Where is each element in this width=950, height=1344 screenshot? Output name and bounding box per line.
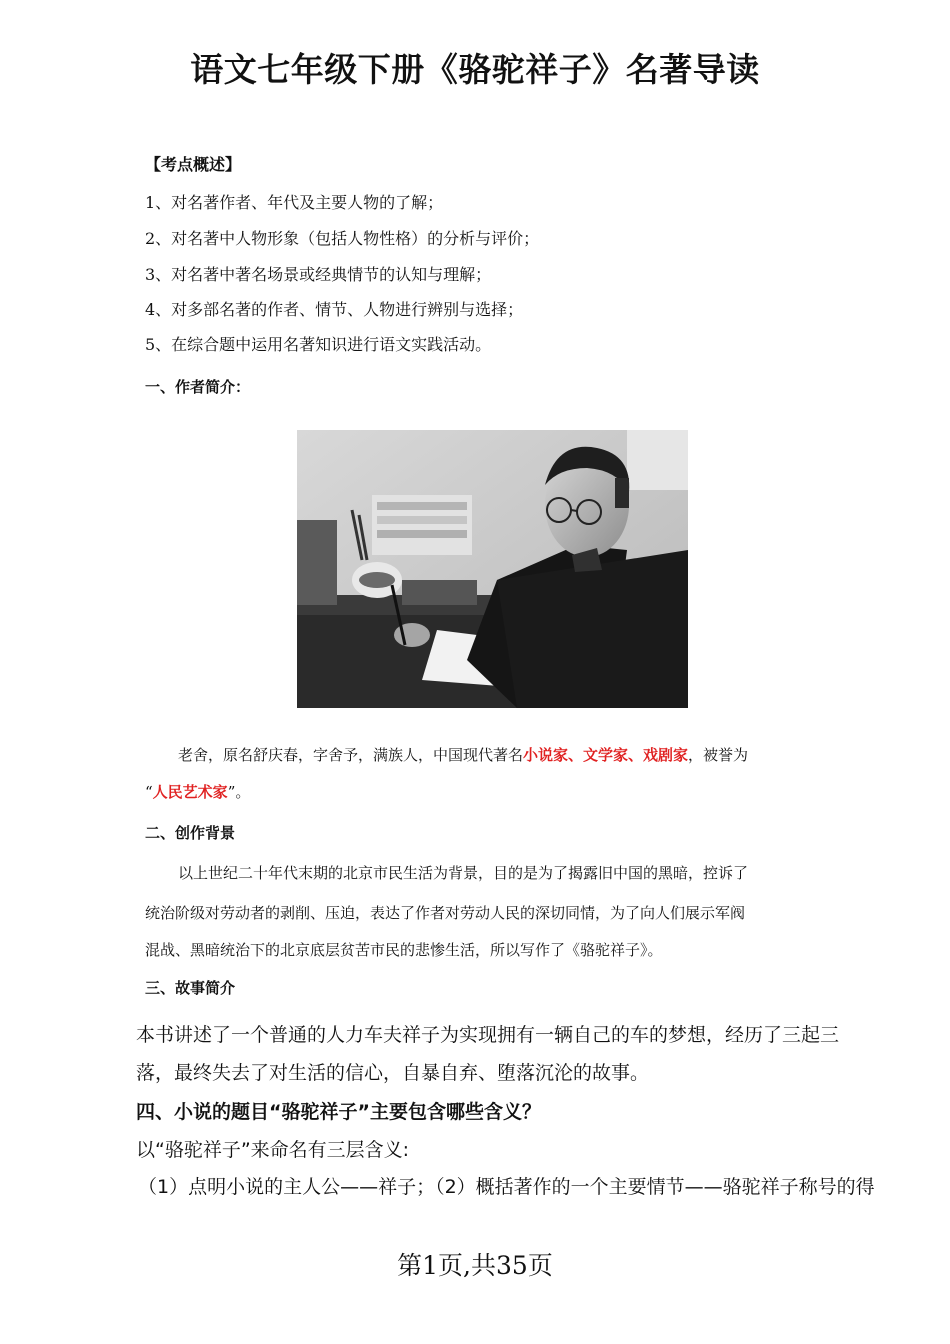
meaning-line: 以“骆驼祥子”来命名有三层含义: [136, 1139, 410, 1161]
honorific-highlight: 人民艺术家 [152, 783, 228, 801]
author-intro-text: 老舍，原名舒庆春，字舍予，满族人，中国现代著名 [178, 746, 524, 764]
author-intro-line1 [178, 744, 748, 765]
author-titles-highlight: 小说家、文学家、戏剧家 [523, 746, 689, 764]
story-line: 本书讲述了一个普通的人力车夫祥子为实现拥有一辆自己的车的梦想，经历了三起三 [136, 1024, 840, 1046]
story-heading: 三、故事简介 [145, 979, 236, 997]
kaodian-item: 5、在综合题中运用名著知识进行语文实践活动。 [145, 335, 492, 354]
kaodian-item: 3、对名著中著名场景或经典情节的认知与理解； [145, 265, 492, 284]
quote-mark: ”。 [227, 783, 251, 801]
meaning-line: （1）点明小说的主人公——祥子；（2）概括著作的一个主要情节——骆驼祥子称号的得 [138, 1176, 875, 1198]
story-line: 落，最终失去了对生活的信心，自暴自弃、堕落沉沦的故事。 [136, 1062, 650, 1084]
page-title: 语文七年级下册《骆驼祥子》名著导读 [190, 50, 760, 89]
kaodian-heading: 【考点概述】 [145, 155, 242, 174]
kaodian-item: 1、对名著作者、年代及主要人物的了解； [145, 193, 444, 212]
author-intro-text: ，被誉为 [688, 746, 749, 764]
kaodian-item: 4、对多部名著的作者、情节、人物进行辨别与选择； [145, 300, 524, 319]
author-portrait-photo [297, 430, 688, 708]
background-line: 统治阶级对劳动者的剥削、压迫，表达了作者对劳动人民的深切同情，为了向人们展示军阀 [145, 904, 746, 922]
quote-mark: “ [145, 783, 153, 801]
meaning-heading: 四、小说的题目“骆驼祥子”主要包含哪些含义？ [136, 1101, 541, 1123]
kaodian-item: 2、对名著中人物形象（包括人物性格）的分析与评价； [145, 229, 540, 248]
author-heading: 一、作者简介： [145, 378, 251, 396]
background-line: 混战、黑暗统治下的北京底层贫苦市民的悲惨生活，所以写作了《骆驼祥子》。 [145, 941, 663, 959]
background-heading: 二、创作背景 [145, 824, 236, 842]
page-number-footer: 第1页,共35页 [397, 1251, 553, 1280]
background-line: 以上世纪二十年代末期的北京市民生活为背景，目的是为了揭露旧中国的黑暗，控诉了 [178, 864, 749, 882]
author-intro-line2 [145, 781, 250, 802]
